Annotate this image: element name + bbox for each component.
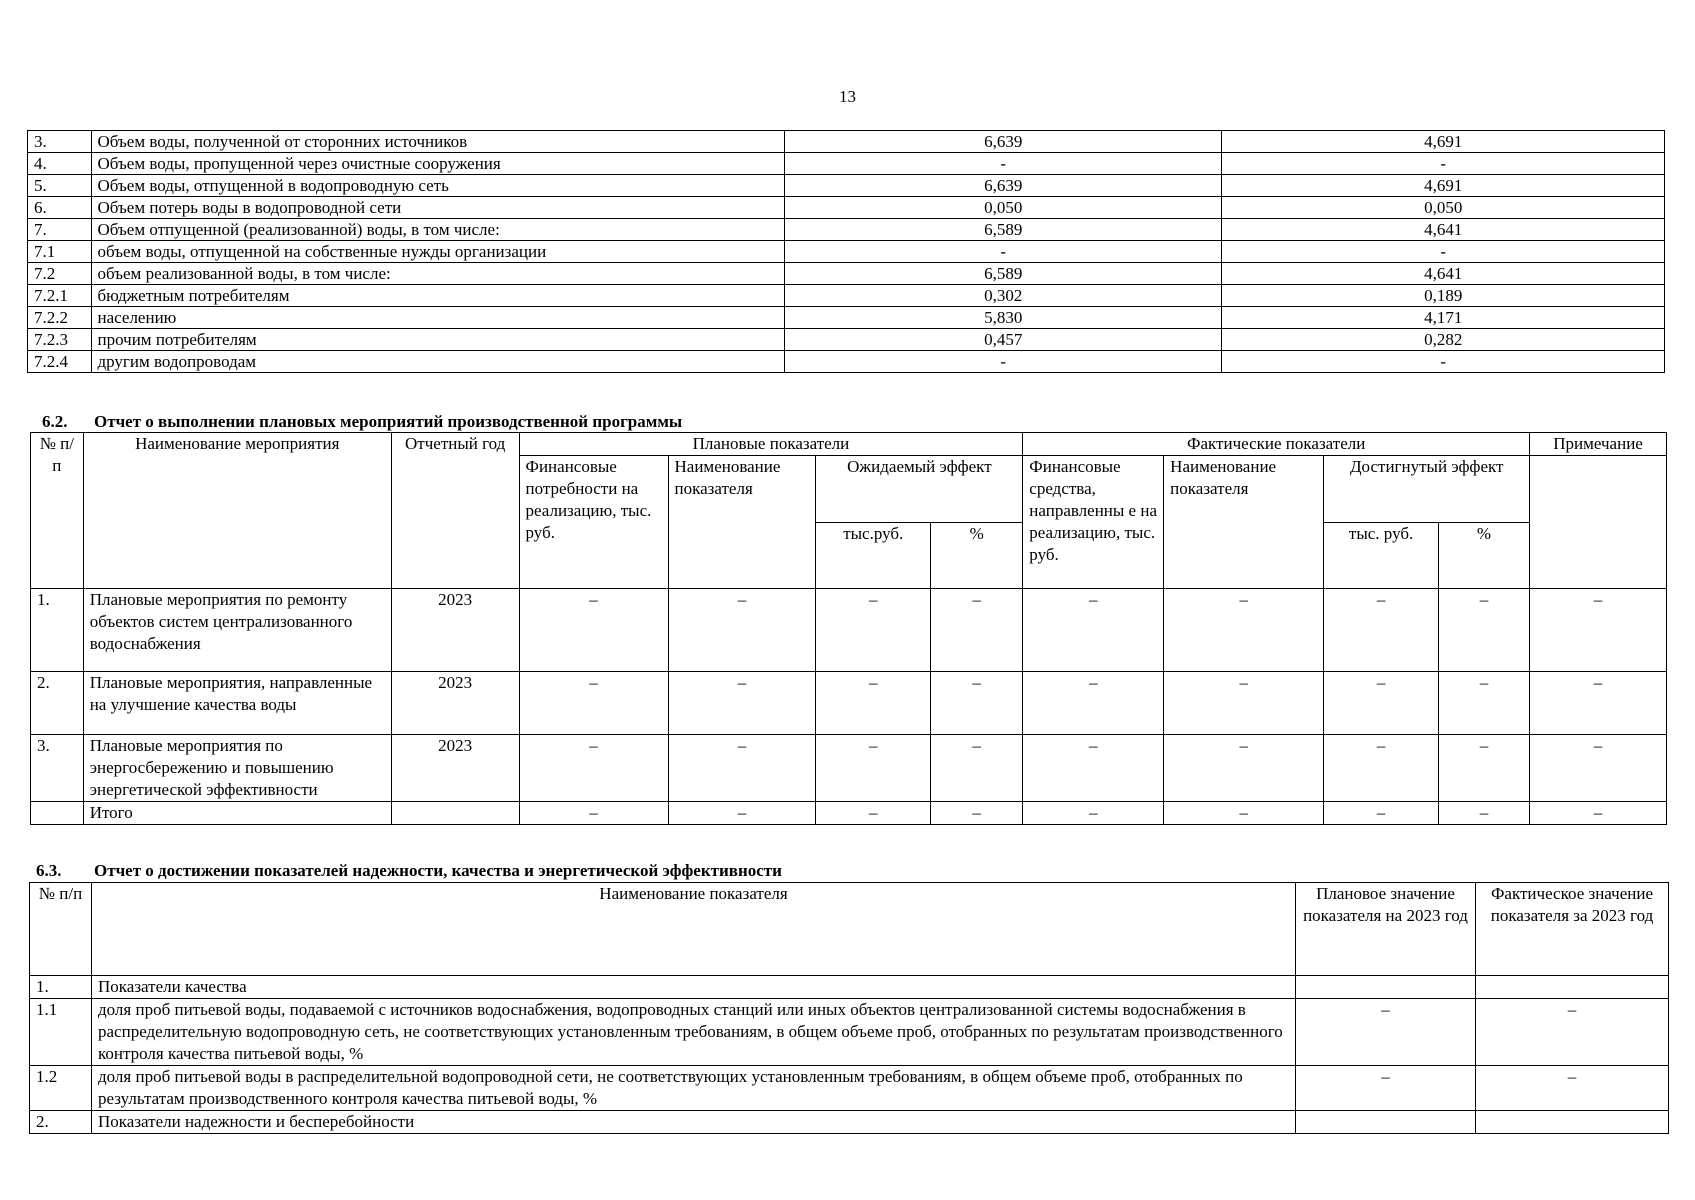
value-cell: – <box>1023 735 1164 802</box>
report-year: 2023 <box>391 672 519 735</box>
plan-value: 6,589 <box>785 219 1222 241</box>
header-fact-rub: тыс. руб. <box>1324 522 1439 589</box>
value-cell: – <box>668 589 816 672</box>
plan-value <box>1296 1111 1476 1134</box>
fact-value: 4,641 <box>1222 219 1665 241</box>
planned-activities-table <box>30 432 1667 825</box>
value-cell: – <box>1530 735 1667 802</box>
row-name: населению <box>91 307 785 329</box>
report-year: 2023 <box>391 735 519 802</box>
row-number: 7.2 <box>28 263 92 285</box>
total-num-empty <box>31 802 84 825</box>
fact-value: 0,189 <box>1222 285 1665 307</box>
header-plan-rub: тыс.руб. <box>816 522 931 589</box>
total-cell: – <box>1023 802 1164 825</box>
row-number: 1.1 <box>30 999 92 1066</box>
table-row <box>31 735 1667 802</box>
table-row <box>30 999 1669 1066</box>
total-cell: – <box>816 802 931 825</box>
plan-value: 6,639 <box>785 131 1222 153</box>
header-plan-pct: % <box>931 522 1023 589</box>
plan-value: - <box>785 241 1222 263</box>
header-planned: Плановые показатели <box>519 433 1023 456</box>
plan-value: 0,457 <box>785 329 1222 351</box>
row-number: 1. <box>30 976 92 999</box>
fact-value: 4,641 <box>1222 263 1665 285</box>
activity-name: Плановые мероприятия по энергосбережению и повышению энергетической эффективности <box>83 735 391 802</box>
row-name: другим водопроводам <box>91 351 785 373</box>
row-name: бюджетным потребителям <box>91 285 785 307</box>
table-row <box>28 263 1665 285</box>
header-year: Отчетный год <box>391 433 519 589</box>
report-year: 2023 <box>391 589 519 672</box>
row-number: 5. <box>28 175 92 197</box>
row-number: 6. <box>28 197 92 219</box>
header-row <box>30 883 1669 976</box>
table-row <box>28 351 1665 373</box>
header-fact-effect: Достигнутый эффект <box>1324 456 1530 523</box>
total-cell: – <box>1164 802 1324 825</box>
plan-value: - <box>785 351 1222 373</box>
section-title-text: Отчет о выполнении плановых мероприятий производственной программы <box>94 412 683 431</box>
value-cell: – <box>1324 589 1439 672</box>
value-cell: – <box>519 589 668 672</box>
row-name: Объем потерь воды в водопроводной сети <box>91 197 785 219</box>
table-row <box>31 672 1667 735</box>
plan-value: - <box>785 153 1222 175</box>
row-number: 7.1 <box>28 241 92 263</box>
plan-value: 0,050 <box>785 197 1222 219</box>
total-cell: – <box>931 802 1023 825</box>
table-row <box>28 307 1665 329</box>
fact-value: 0,282 <box>1222 329 1665 351</box>
value-cell: – <box>816 589 931 672</box>
total-row <box>31 802 1667 825</box>
table-row <box>30 1111 1669 1134</box>
header-note: Примечание <box>1530 433 1667 456</box>
section-6-2-title <box>42 411 682 433</box>
row-name: Объем воды, полученной от сторонних источников <box>91 131 785 153</box>
fact-value: 4,691 <box>1222 175 1665 197</box>
header-num: № п/п <box>31 433 84 589</box>
header-fact-fin: Финансовые средства, направленны е на реализацию, тыс. руб. <box>1023 456 1164 589</box>
plan-value: – <box>1296 1066 1476 1111</box>
value-cell: – <box>931 589 1023 672</box>
water-volume-table <box>27 130 1665 373</box>
row-name: Объем воды, отпущенной в водопроводную сеть <box>91 175 785 197</box>
value-cell: – <box>1023 672 1164 735</box>
fact-value: 0,050 <box>1222 197 1665 219</box>
table-row <box>28 285 1665 307</box>
fact-value: – <box>1476 1066 1669 1111</box>
fact-value: – <box>1476 999 1669 1066</box>
table-row <box>28 241 1665 263</box>
total-cell: – <box>1324 802 1439 825</box>
total-cell: – <box>668 802 816 825</box>
value-cell: – <box>668 672 816 735</box>
table-row <box>30 976 1669 999</box>
row-number: 4. <box>28 153 92 175</box>
header-actual: Фактические показатели <box>1023 433 1530 456</box>
value-cell: – <box>816 735 931 802</box>
value-cell: – <box>1438 672 1529 735</box>
section-6-3-title <box>36 860 782 882</box>
header-plan-fin: Финансовые потребности на реализацию, тыс. руб. <box>519 456 668 589</box>
table-row <box>31 589 1667 672</box>
row-name: объем воды, отпущенной на собственные нужды организации <box>91 241 785 263</box>
row-number: 3. <box>31 735 84 802</box>
plan-value: 6,589 <box>785 263 1222 285</box>
value-cell: – <box>1530 672 1667 735</box>
value-cell: – <box>1164 735 1324 802</box>
header-name: Наименование показателя <box>92 883 1296 976</box>
row-number: 7.2.4 <box>28 351 92 373</box>
plan-value: – <box>1296 999 1476 1066</box>
indicator-name: доля проб питьевой воды в распределительной водопроводной сети, не соответствующих установленным требованиям, в общем объеме проб, отобранных по результатам производственного контроля качества питьевой воды, % <box>92 1066 1296 1111</box>
indicator-name: Показатели надежности и бесперебойности <box>92 1111 1296 1134</box>
value-cell: – <box>931 735 1023 802</box>
table-row <box>28 153 1665 175</box>
row-number: 7.2.1 <box>28 285 92 307</box>
fact-value: 4,691 <box>1222 131 1665 153</box>
value-cell: – <box>1023 589 1164 672</box>
value-cell: – <box>1530 589 1667 672</box>
fact-value: 4,171 <box>1222 307 1665 329</box>
total-year-empty <box>391 802 519 825</box>
value-cell: – <box>1164 672 1324 735</box>
value-cell: – <box>519 672 668 735</box>
header-row-1 <box>31 433 1667 456</box>
value-cell: – <box>1438 589 1529 672</box>
header-fact-pct: % <box>1438 522 1529 589</box>
header-fact: Фактическое значение показателя за 2023 год <box>1476 883 1669 976</box>
section-title-text: Отчет о достижении показателей надежности, качества и энергетической эффективности <box>94 861 782 880</box>
activity-name: Плановые мероприятия по ремонту объектов систем централизованного водоснабжения <box>83 589 391 672</box>
row-number: 2. <box>30 1111 92 1134</box>
table-row <box>28 219 1665 241</box>
header-num: № п/п <box>30 883 92 976</box>
plan-value: 5,830 <box>785 307 1222 329</box>
header-name: Наименование мероприятия <box>83 433 391 589</box>
header-fact-indicator: Наименование показателя <box>1164 456 1324 589</box>
row-number: 7. <box>28 219 92 241</box>
header-plan-effect: Ожидаемый эффект <box>816 456 1023 523</box>
row-name: объем реализованной воды, в том числе: <box>91 263 785 285</box>
total-cell: – <box>1530 802 1667 825</box>
header-plan-indicator: Наименование показателя <box>668 456 816 589</box>
total-cell: – <box>519 802 668 825</box>
value-cell: – <box>816 672 931 735</box>
row-name: Объем воды, пропущенной через очистные сооружения <box>91 153 785 175</box>
fact-value: - <box>1222 241 1665 263</box>
value-cell: – <box>1164 589 1324 672</box>
plan-value <box>1296 976 1476 999</box>
indicator-name: Показатели качества <box>92 976 1296 999</box>
table-row <box>30 1066 1669 1111</box>
row-number: 1. <box>31 589 84 672</box>
value-cell: – <box>519 735 668 802</box>
fact-value: - <box>1222 153 1665 175</box>
total-label: Итого <box>83 802 391 825</box>
table-row <box>28 197 1665 219</box>
header-note-empty <box>1530 456 1667 589</box>
fact-value <box>1476 976 1669 999</box>
fact-value <box>1476 1111 1669 1134</box>
value-cell: – <box>1324 672 1439 735</box>
section-number: 6.3. <box>36 861 62 880</box>
indicators-table <box>29 882 1669 1134</box>
section-number: 6.2. <box>42 412 68 431</box>
activity-name: Плановые мероприятия, направленные на улучшение качества воды <box>83 672 391 735</box>
row-number: 1.2 <box>30 1066 92 1111</box>
value-cell: – <box>931 672 1023 735</box>
row-number: 7.2.2 <box>28 307 92 329</box>
page-number: 13 <box>839 87 856 106</box>
table-row <box>28 131 1665 153</box>
row-number: 3. <box>28 131 92 153</box>
fact-value: - <box>1222 351 1665 373</box>
indicator-name: доля проб питьевой воды, подаваемой с источников водоснабжения, водопроводных станций или иных объектов централизованной системы водоснабжения в распределительную водопроводную сеть, не соответствующих установленным требованиям, в общем объеме проб, отобранных по результатам производственного контроля качества питьевой воды, % <box>92 999 1296 1066</box>
row-name: прочим потребителям <box>91 329 785 351</box>
value-cell: – <box>668 735 816 802</box>
row-number: 2. <box>31 672 84 735</box>
plan-value: 6,639 <box>785 175 1222 197</box>
plan-value: 0,302 <box>785 285 1222 307</box>
value-cell: – <box>1324 735 1439 802</box>
header-plan: Плановое значение показателя на 2023 год <box>1296 883 1476 976</box>
total-cell: – <box>1438 802 1529 825</box>
table-row <box>28 329 1665 351</box>
row-number: 7.2.3 <box>28 329 92 351</box>
row-name: Объем отпущенной (реализованной) воды, в том числе: <box>91 219 785 241</box>
value-cell: – <box>1438 735 1529 802</box>
table-row <box>28 175 1665 197</box>
